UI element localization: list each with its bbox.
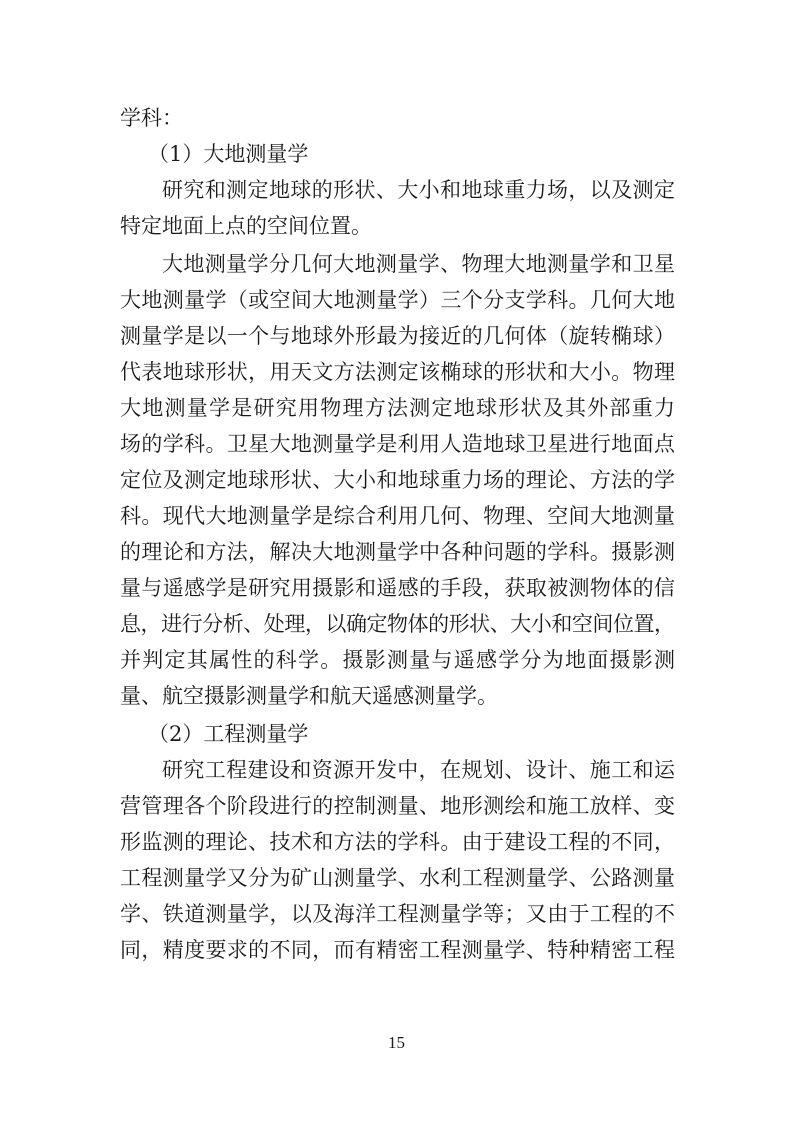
text-line: 代表地球形状，用天文方法测定该椭球的形状和大小。物理 [120, 360, 676, 384]
text-line: 研究和测定地球的形状、大小和地球重力场，以及测定 [162, 178, 676, 202]
page-number: 15 [388, 1033, 405, 1052]
text-line: 营管理各个阶段进行的控制测量、地形测绘和施工放样、变 [120, 794, 676, 818]
text-line: 大地测量学（或空间大地测量学）三个分支学科。几何大地 [120, 288, 676, 312]
text-line: 大地测量学分几何大地测量学、物理大地测量学和卫星 [162, 252, 676, 276]
text-line: 并判定其属性的科学。摄影测量与遥感学分为地面摄影测 [120, 648, 677, 672]
section-heading: （2）工程测量学 [148, 722, 309, 746]
text-line: 量、航空摄影测量学和航天遥感测量学。 [120, 684, 498, 708]
text-line: 息，进行分析、处理，以确定物体的形状、大小和空间位置， [120, 612, 675, 636]
text-line: 定位及测定地球形状、大小和地球重力场的理论、方法的学 [120, 468, 676, 492]
text-line: 同，精度要求的不同，而有精密工程测量学、特种精密工程 [120, 938, 676, 962]
text-line: 大地测量学是研究用物理方法测定地球形状及其外部重力 [120, 396, 677, 420]
text-line: 工程测量学又分为矿山测量学、水利工程测量学、公路测量 [120, 866, 676, 890]
text-line: 科。现代大地测量学是综合利用几何、物理、空间大地测量 [120, 504, 676, 528]
text-line: 学科： [120, 106, 183, 130]
section-heading: （1）大地测量学 [148, 142, 309, 166]
text-line: 特定地面上点的空间位置。 [120, 214, 372, 238]
text-line: 研究工程建设和资源开发中，在规划、设计、施工和运 [162, 758, 676, 782]
text-line: 的理论和方法，解决大地测量学中各种问题的学科。摄影测 [120, 540, 676, 564]
text-line: 学、铁道测量学，以及海洋工程测量学等；又由于工程的不 [120, 902, 676, 926]
text-line: 测量学是以一个与地球外形最为接近的几何体（旋转椭球） [120, 324, 676, 348]
text-line: 场的学科。卫星大地测量学是利用人造地球卫星进行地面点 [120, 432, 676, 456]
text-line: 量与遥感学是研究用摄影和遥感的手段，获取被测物体的信 [120, 576, 676, 600]
text-line: 形监测的理论、技术和方法的学科。由于建设工程的不同， [120, 830, 676, 854]
